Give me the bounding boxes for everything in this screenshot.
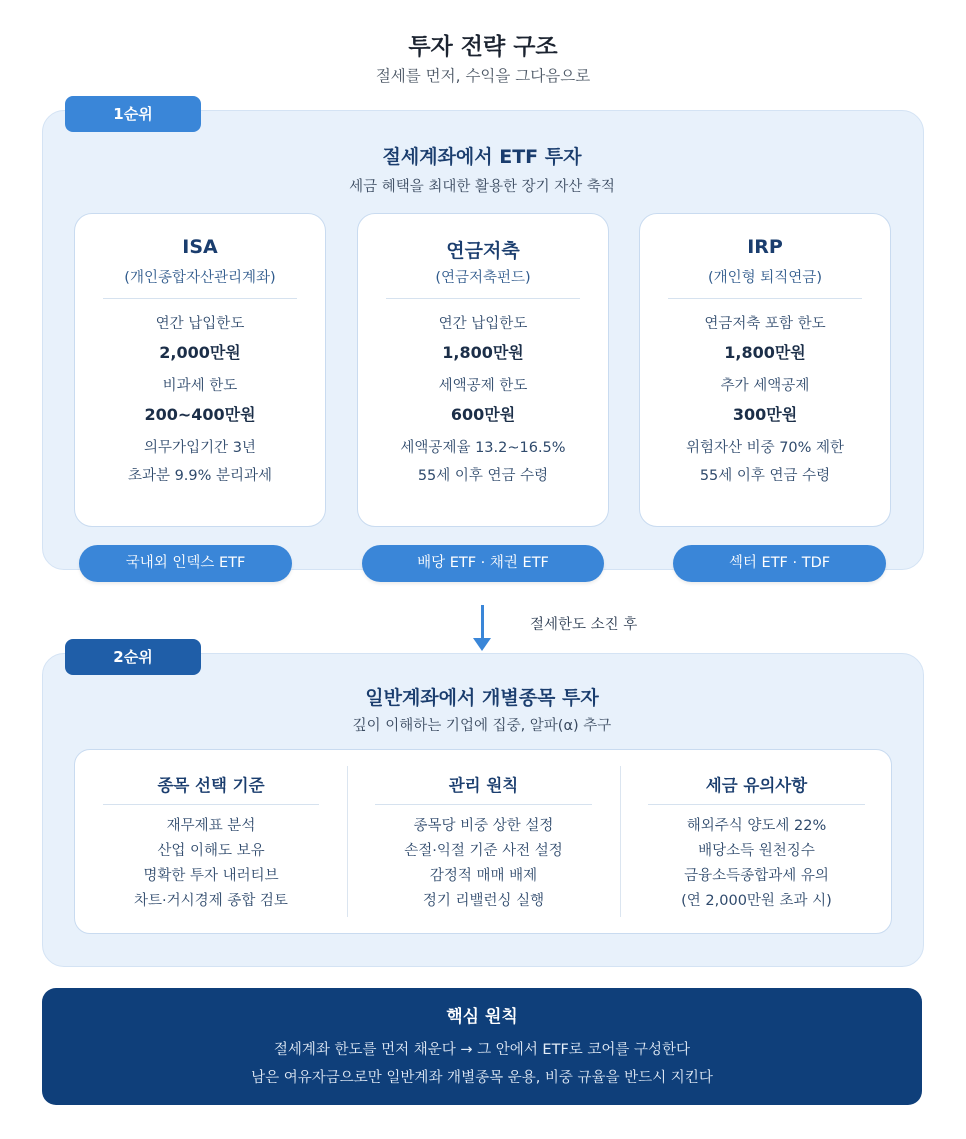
section1-title: 절세계좌에서 ETF 투자 [382,146,582,168]
column-item: 재무제표 분석 [166,818,256,834]
transition-label: 절세한도 소진 후 [530,617,638,633]
column-item: 명확한 투자 내러티브 [143,868,279,884]
etf-pill-index: 국내외 인덱스 ETF [79,545,292,582]
card-divider [386,298,580,299]
column-item: 해외주식 양도세 22% [686,818,827,834]
core-principle-title: 핵심 원칙 [446,1007,518,1027]
column-title: 관리 원칙 [448,776,519,795]
card-value: 300만원 [732,405,798,424]
card-value: 2,000만원 [159,343,241,362]
management-rules-column [347,750,620,933]
card-label: 연간 납입한도 [438,316,528,332]
selection-criteria-column [75,750,347,933]
principles-box [74,749,892,934]
card-note: 세액공제율 13.2~16.5% [400,440,566,456]
card-full-name: (연금저축펀드) [435,270,531,286]
card-note: 초과분 9.9% 분리과세 [127,468,273,484]
column-item: 차트·거시경제 종합 검토 [134,893,288,909]
card-name: ISA [182,236,218,258]
core-principle-line: 절세계좌 한도를 먼저 채운다 → 그 안에서 ETF로 코어를 구성한다 [273,1042,691,1058]
card-note: 55세 이후 연금 수령 [699,468,831,484]
column-item: 금융소득종합과세 유의 [684,868,829,884]
down-arrow-shaft [481,605,484,641]
core-principle-box [42,988,922,1105]
column-divider [103,804,319,805]
card-note: 55세 이후 연금 수령 [417,468,549,484]
page-subtitle: 절세를 먼저, 수익을 그다음으로 [375,67,591,85]
rank-badge-2: 2순위 [65,639,201,675]
card-divider [103,298,297,299]
card-divider [668,298,862,299]
rank-badge-1: 1순위 [65,96,201,132]
column-item: 배당소득 원천징수 [698,843,815,859]
section2-title: 일반계좌에서 개별종목 투자 [365,687,599,709]
card-label: 세액공제 한도 [438,378,528,394]
column-item: 감정적 매매 배제 [429,868,538,884]
card-name: IRP [747,236,783,258]
irp-card [639,213,891,527]
column-title: 세금 유의사항 [705,776,808,795]
column-item: 손절·익절 기준 사전 설정 [404,843,563,859]
column-item: 산업 이해도 보유 [157,843,265,859]
down-arrow-icon [473,638,491,651]
core-principle-line: 남은 여유자금으로만 일반계좌 개별종목 운용, 비중 규율을 반드시 지킨다 [251,1070,713,1086]
card-label: 연금저축 포함 한도 [704,316,826,332]
column-divider [648,804,865,805]
column-item: 종목당 비중 상한 설정 [413,818,554,834]
etf-pill-sector-tdf: 섹터 ETF · TDF [673,545,886,582]
tax-notes-column [620,750,893,933]
card-name: 연금저축 [446,240,520,262]
column-title: 종목 선택 기준 [157,776,265,795]
column-divider [375,804,592,805]
column-item: 정기 리밸런싱 실행 [422,893,545,909]
card-value: 1,800만원 [442,343,524,362]
column-item: (연 2,000만원 초과 시) [681,893,832,909]
card-label: 연간 납입한도 [155,316,245,332]
isa-card [74,213,326,527]
card-value: 600만원 [450,405,516,424]
card-value: 1,800만원 [724,343,806,362]
etf-pill-dividend-bond: 배당 ETF · 채권 ETF [362,545,604,582]
card-value: 200~400만원 [144,405,256,424]
pension-savings-card [357,213,609,527]
card-label: 비과세 한도 [162,378,238,394]
card-full-name: (개인종합자산관리계좌) [124,270,276,286]
card-full-name: (개인형 퇴직연금) [708,270,822,286]
card-note: 의무가입기간 3년 [144,440,256,456]
page-title: 투자 전략 구조 [408,34,558,60]
section1-subtitle: 세금 혜택을 최대한 활용한 장기 자산 축적 [349,179,615,195]
section2-subtitle: 깊이 이해하는 기업에 집중, 알파(α) 추구 [352,718,612,734]
card-label: 추가 세액공제 [720,378,810,394]
card-note: 위험자산 비중 70% 제한 [685,440,845,456]
